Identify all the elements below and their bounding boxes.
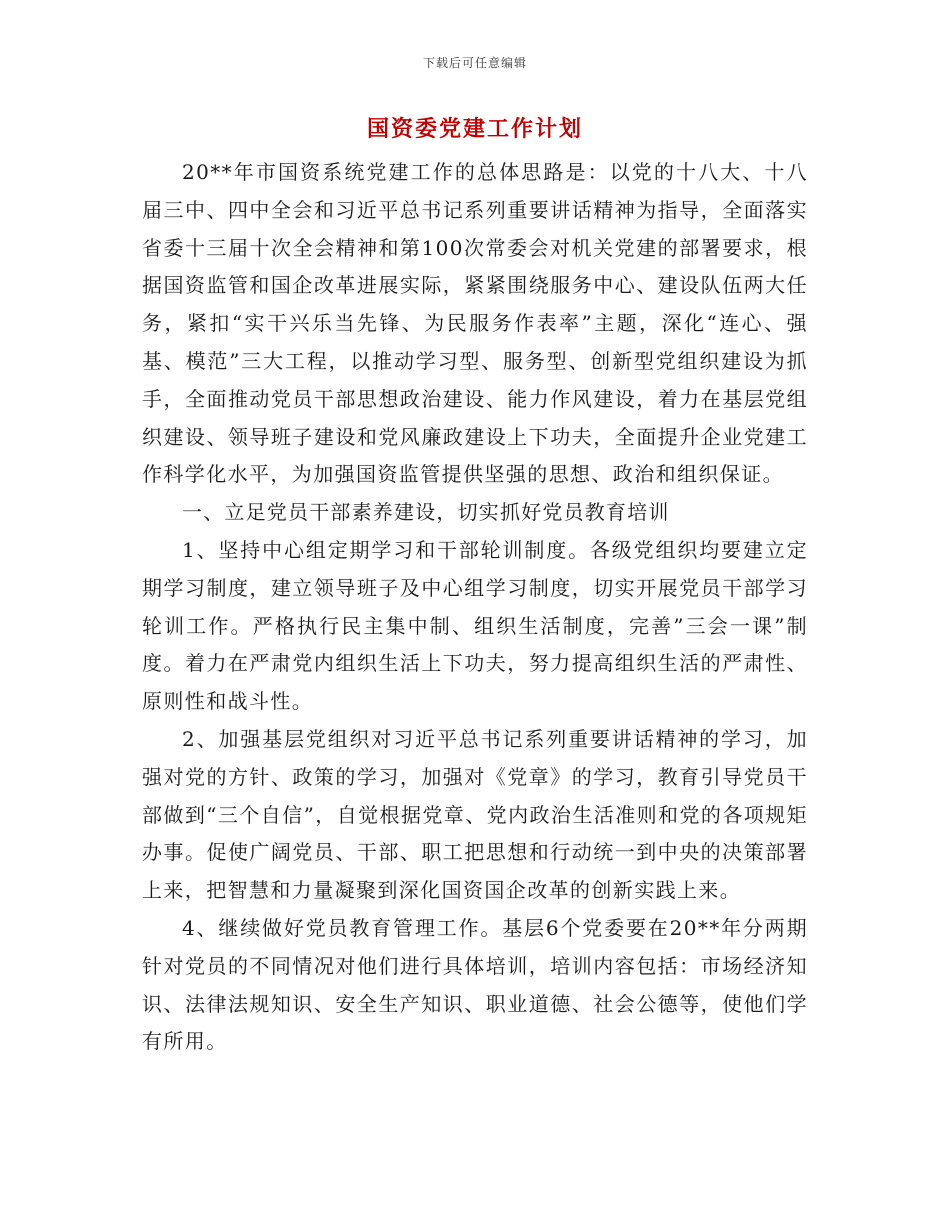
paragraph-overview: 20**年市国资系统党建工作的总体思路是：以党的十八大、十八届三中、四中全会和习近平总书记系列重要讲话精神为指导，全面落实省委十三届十次全会精神和第100次常委会对机关党建的部署要求，根据国资监管和国企改革进展实际，紧紧围绕服务中心、建设队伍两大任务，紧扣“实干兴乐当先锋、为民服务作表率”主题，深化“连心、强基、模范”三大工程，以推动学习型、服务型、创新型党组织建设为抓手，全面推动党员干部思想政治建设、能力作风建设，着力在基层党组织建设、领导班子建设和党风廉政建设上下功夫，全面提升企业党建工作科学化水平，为加强国资监管提供坚强的思想、政治和组织保证。: [142, 160, 808, 487]
document-title: 国资委党建工作计划: [366, 116, 583, 142]
header-note: 下载后可任意编辑: [422, 56, 527, 70]
paragraph-item-4: 4、继续做好党员教育管理工作。基层6个党委要在20**年分两期针对党员的不同情况对他们进行具体培训，培训内容包括：市场经济知识、法律法规知识、安全生产知识、职业道德、社会公德等，使他们学有所用。: [142, 915, 808, 1054]
paragraph-item-2: 2、加强基层党组织对习近平总书记系列重要讲话精神的学习，加强对党的方针、政策的学习，加强对《党章》的学习，教育引导党员干部做到“三个自信”，自觉根据党章、党内政治生活准则和党的各项规矩办事。促使广阔党员、干部、职工把思想和行动统一到中央的决策部署上来，把智慧和力量凝聚到深化国资国企改革的创新实践上来。: [142, 726, 808, 903]
document-body: [142, 154, 808, 1061]
paragraph-item-1: 1、坚持中心组定期学习和干部轮训制度。各级党组织均要建立定期学习制度，建立领导班子及中心组学习制度，切实开展党员干部学习轮训工作。严格执行民主集中制、组织生活制度，完善”三会一课”制度。着力在严肃党内组织生活上下功夫，努力提高组织生活的严肃性、原则性和战斗性。: [142, 537, 808, 714]
section-heading-1: 一、立足党员干部素养建设，切实抓好党员教育培训: [182, 500, 670, 525]
